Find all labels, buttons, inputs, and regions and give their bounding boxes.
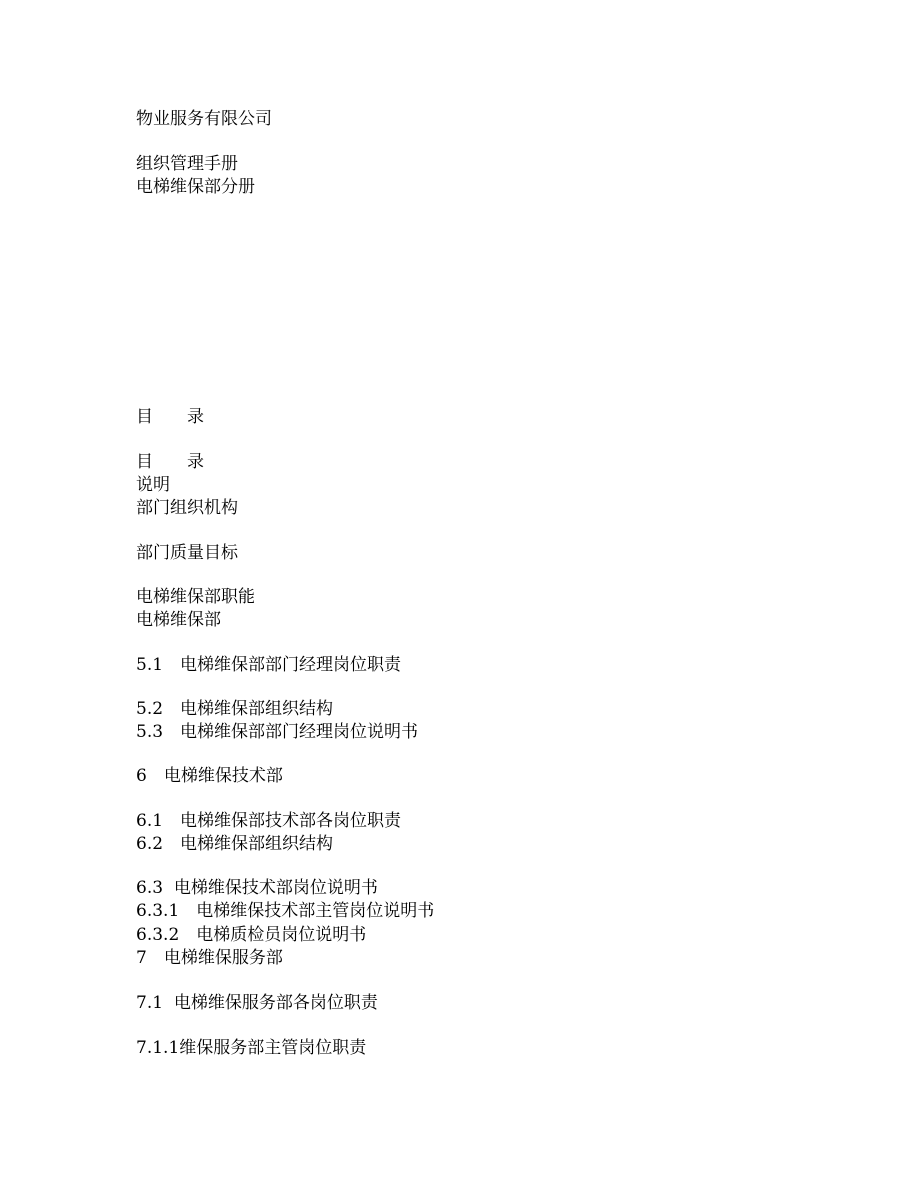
toc-entry: 部门组织机构 — [136, 498, 238, 518]
toc-entry: 6 电梯维保技术部 — [136, 766, 283, 786]
toc-heading: 目 录 — [136, 407, 204, 427]
toc-entry: 6.2 电梯维保部组织结构 — [136, 834, 334, 854]
toc-entry: 5.2 电梯维保部组织结构 — [136, 699, 334, 719]
toc-entry: 5.3 电梯维保部部门经理岗位说明书 — [136, 722, 419, 742]
toc-entry: 电梯维保部 — [136, 610, 221, 630]
company-name: 物业服务有限公司 — [136, 109, 272, 129]
toc-entry: 部门质量目标 — [136, 543, 238, 563]
toc-entry: 6.3.2 电梯质检员岗位说明书 — [136, 925, 367, 945]
manual-subtitle: 电梯维保部分册 — [136, 177, 255, 197]
toc-entry: 7.1 电梯维保服务部各岗位职责 — [136, 993, 378, 1013]
toc-entry: 6.3 电梯维保技术部岗位说明书 — [136, 878, 378, 898]
toc-entry: 7.1.1维保服务部主管岗位职责 — [136, 1038, 367, 1058]
toc-entry: 电梯维保部职能 — [136, 587, 255, 607]
manual-title: 组织管理手册 — [136, 154, 238, 174]
toc-entry: 7 电梯维保服务部 — [136, 948, 283, 968]
toc-entry: 6.3.1 电梯维保技术部主管岗位说明书 — [136, 901, 435, 921]
toc-entry: 5.1 电梯维保部部门经理岗位职责 — [136, 655, 402, 675]
toc-entry: 6.1 电梯维保部技术部各岗位职责 — [136, 811, 402, 831]
toc-entry: 目 录 — [136, 452, 204, 472]
toc-entry: 说明 — [136, 475, 170, 495]
